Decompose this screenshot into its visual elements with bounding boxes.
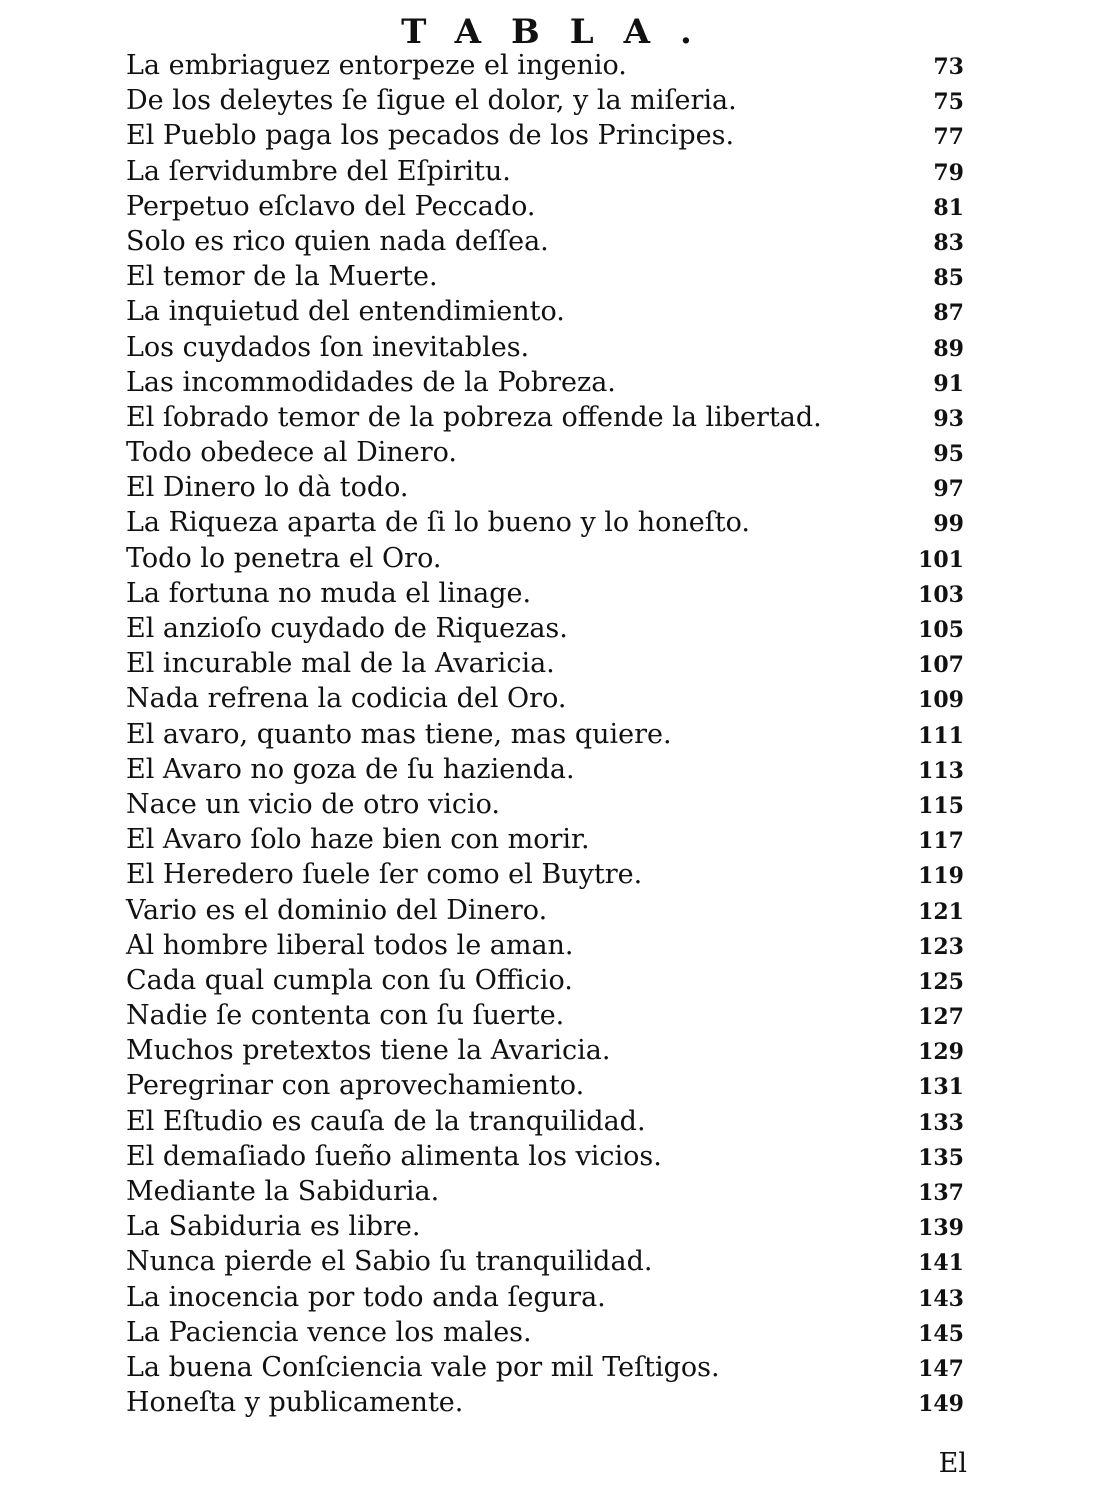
entry-page-number: 115 xyxy=(918,792,964,819)
entry-page-number: 107 xyxy=(918,652,964,679)
catchword: El xyxy=(938,1448,967,1479)
entry-title: Nace un vicio de otro vicio. xyxy=(126,788,500,820)
list-item xyxy=(126,1350,970,1385)
list-item xyxy=(126,928,970,963)
list-item xyxy=(126,1104,970,1139)
entry-title: El demaſiado ſueño alimenta los vicios. xyxy=(126,1140,662,1172)
list-item xyxy=(126,752,970,787)
entry-page-number: 111 xyxy=(918,722,964,749)
entry-page-number: 109 xyxy=(918,687,964,714)
entry-page-number: 113 xyxy=(918,757,964,784)
list-item xyxy=(126,1033,970,1068)
entry-page-number: 91 xyxy=(933,370,964,397)
entry-page-number: 117 xyxy=(918,828,964,855)
entry-page-number: 141 xyxy=(918,1250,964,1277)
entry-title: El Heredero ſuele ſer como el Buytre. xyxy=(126,859,643,891)
entry-title: El Avaro no goza de ſu hazienda. xyxy=(126,753,575,785)
list-item xyxy=(126,1244,970,1279)
entry-title: La buena Conſciencia vale por mil Teſtigos. xyxy=(126,1351,720,1383)
entry-page-number: 87 xyxy=(933,300,964,327)
entry-page-number: 105 xyxy=(918,617,964,643)
list-item xyxy=(126,259,970,294)
entry-title: El ſobrado temor de la pobreza offende la libertad. xyxy=(126,401,822,433)
entry-page-number: 147 xyxy=(918,1355,964,1382)
entry-title: Al hombre liberal todos le aman. xyxy=(126,929,574,961)
list-item xyxy=(126,470,970,505)
entry-page-number: 99 xyxy=(933,511,964,538)
entry-page-number: 127 xyxy=(918,1004,964,1031)
list-item xyxy=(126,963,970,998)
entry-title: La ſervidumbre del Eſpiritu. xyxy=(126,155,511,187)
list-item xyxy=(126,822,970,857)
entry-title: Honeſta y publicamente. xyxy=(126,1387,464,1419)
entry-title: El Avaro ſolo haze bien con morir. xyxy=(126,824,590,856)
entry-title: De los deleytes ſe ſigue el dolor, y la miſeria. xyxy=(126,85,737,117)
list-item xyxy=(126,83,970,118)
entry-page-number: 103 xyxy=(918,581,964,608)
list-item xyxy=(126,1139,970,1174)
entry-title: El Dinero lo dà todo. xyxy=(126,472,409,504)
list-item xyxy=(126,118,970,153)
entry-page-number: 79 xyxy=(933,159,964,186)
entry-page-number: 89 xyxy=(933,335,964,362)
entry-page-number: 95 xyxy=(933,441,964,468)
entry-page-number: 135 xyxy=(918,1144,964,1171)
entry-title: Peregrinar con aprovechamiento. xyxy=(126,1070,585,1102)
entry-title: El anzioſo cuydado de Riquezas. xyxy=(126,613,568,644)
entry-title: La Paciencia vence los males. xyxy=(126,1316,532,1348)
entry-title: Solo es rico quien nada deſſea. xyxy=(126,225,549,257)
entry-title: Todo lo penetra el Oro. xyxy=(126,542,442,574)
list-item xyxy=(126,998,970,1033)
entry-title: Nadie ſe contenta con ſu ſuerte. xyxy=(126,1000,565,1032)
list-item xyxy=(126,611,970,646)
list-item xyxy=(126,1174,970,1209)
entry-title: La Sabiduria es libre. xyxy=(126,1211,421,1243)
entry-page-number: 73 xyxy=(933,54,964,80)
entry-page-number: 121 xyxy=(918,898,964,925)
entry-title: Los cuydados ſon inevitables. xyxy=(126,331,530,363)
entry-title: Vario es el dominio del Dinero. xyxy=(126,894,548,926)
entry-page-number: 101 xyxy=(918,546,964,573)
entry-title: Perpetuo eſclavo del Peccado. xyxy=(126,190,536,222)
entry-title: El avaro, quanto mas tiene, mas quiere. xyxy=(126,718,672,750)
entry-page-number: 133 xyxy=(918,1109,964,1136)
list-item xyxy=(126,893,970,928)
entry-page-number: 83 xyxy=(933,229,964,256)
list-item xyxy=(126,224,970,259)
table-of-contents xyxy=(126,48,970,1420)
list-item xyxy=(126,154,970,189)
list-item xyxy=(126,330,970,365)
entry-title: Mediante la Sabiduria. xyxy=(126,1176,440,1207)
list-item xyxy=(126,857,970,892)
list-item xyxy=(126,541,970,576)
list-item xyxy=(126,365,970,400)
entry-title: Nada refrena la codicia del Oro. xyxy=(126,683,567,715)
entry-title: La inquietud del entendimiento. xyxy=(126,296,565,328)
entry-title: Todo obedece al Dinero. xyxy=(126,437,457,469)
entry-title: El temor de la Muerte. xyxy=(126,261,438,293)
entry-page-number: 139 xyxy=(918,1215,964,1242)
entry-page-number: 81 xyxy=(933,194,964,221)
entry-title: El Eſtudio es cauſa de la tranquilidad. xyxy=(126,1105,646,1137)
entry-title: Muchos pretextos tiene la Avaricia. xyxy=(126,1035,611,1067)
list-item xyxy=(126,681,970,716)
entry-title: El Pueblo paga los pecados de los Principes. xyxy=(126,120,735,152)
entry-page-number: 149 xyxy=(918,1391,964,1418)
entry-page-number: 75 xyxy=(933,89,964,116)
list-item xyxy=(126,717,970,752)
list-item xyxy=(126,1315,970,1350)
entry-page-number: 77 xyxy=(933,124,964,151)
list-item xyxy=(126,435,970,470)
entry-page-number: 119 xyxy=(918,863,964,890)
entry-page-number: 131 xyxy=(918,1074,964,1101)
entry-page-number: 137 xyxy=(918,1180,964,1206)
list-item xyxy=(126,48,970,83)
list-item xyxy=(126,294,970,329)
page-title: TABLA. xyxy=(401,12,722,52)
entry-title: Nunca pierde el Sabio ſu tranquilidad. xyxy=(126,1246,653,1278)
entry-title: La embriaguez entorpeze el ingenio. xyxy=(126,50,627,81)
entry-page-number: 93 xyxy=(933,405,964,432)
list-item xyxy=(126,189,970,224)
entry-title: La fortuna no muda el linage. xyxy=(126,577,532,609)
list-item xyxy=(126,1385,970,1420)
list-item xyxy=(126,1280,970,1315)
list-item xyxy=(126,787,970,822)
entry-title: La inocencia por todo anda ſegura. xyxy=(126,1281,606,1313)
list-item xyxy=(126,1209,970,1244)
entry-page-number: 125 xyxy=(918,968,964,995)
list-item xyxy=(126,576,970,611)
entry-title: Cada qual cumpla con ſu Officio. xyxy=(126,964,573,996)
list-item xyxy=(126,1068,970,1103)
entry-page-number: 97 xyxy=(933,476,964,503)
entry-title: La Riqueza aparta de ſi lo bueno y lo honeſto. xyxy=(126,507,750,539)
entry-page-number: 145 xyxy=(918,1320,964,1347)
list-item xyxy=(126,505,970,540)
entry-page-number: 129 xyxy=(918,1039,964,1066)
list-item xyxy=(126,646,970,681)
entry-page-number: 143 xyxy=(918,1285,964,1312)
entry-page-number: 123 xyxy=(918,933,964,960)
entry-title: El incurable mal de la Avaricia. xyxy=(126,648,555,680)
list-item xyxy=(126,400,970,435)
entry-page-number: 85 xyxy=(933,265,964,292)
entry-title: Las incommodidades de la Pobreza. xyxy=(126,366,616,398)
